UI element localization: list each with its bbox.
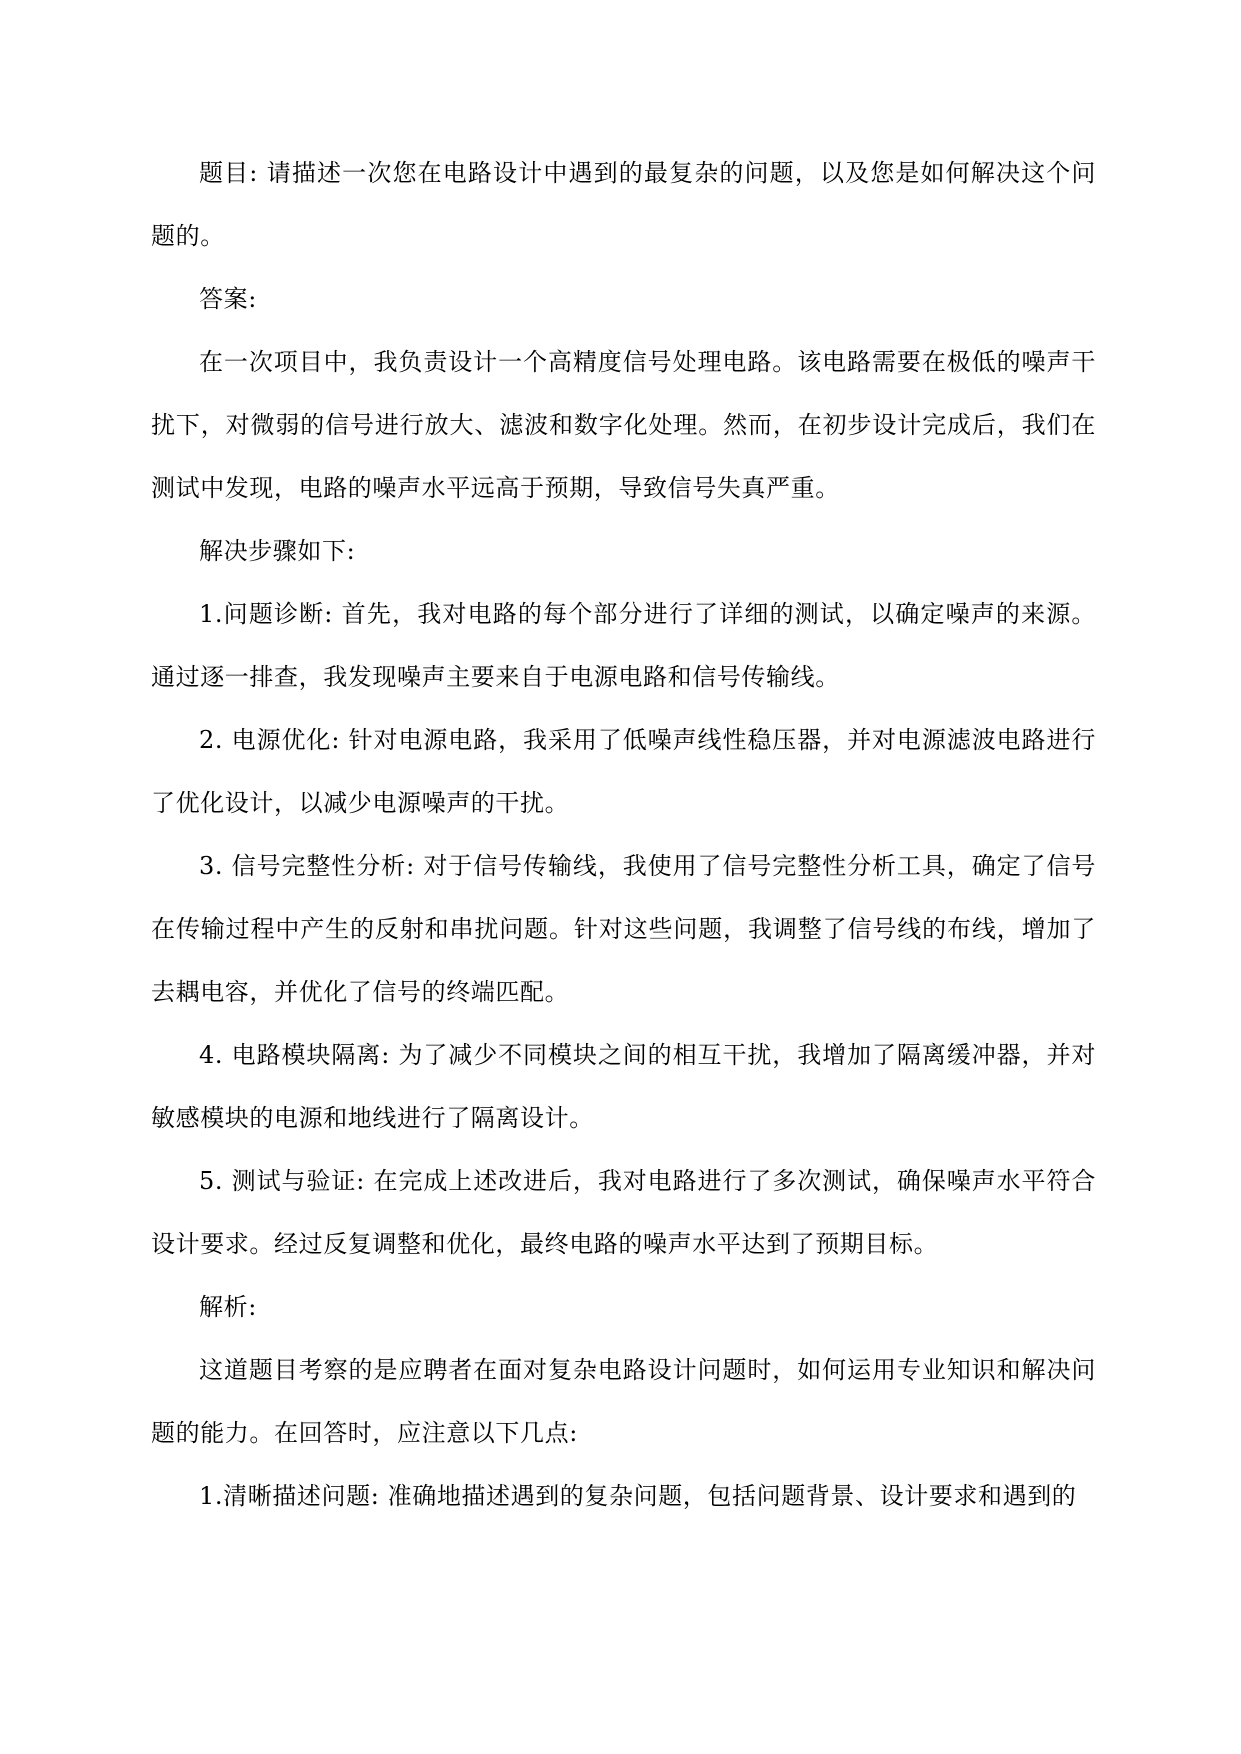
- step-2-paragraph: 2. 电源优化: 针对电源电路，我采用了低噪声线性稳压器，并对电源滤波电路进行了优化设计，以减少电源噪声的干扰。: [151, 726, 1096, 817]
- step-1-paragraph: 1.问题诊断: 首先，我对电路的每个部分进行了详细的测试，以确定噪声的来源。通过逐一排查，我发现噪声主要来自于电源电路和信号传输线。: [151, 600, 1096, 691]
- analysis-intro-paragraph: 这道题目考察的是应聘者在面对复杂电路设计问题时，如何运用专业知识和解决问题的能力。在回答时，应注意以下几点:: [151, 1356, 1096, 1447]
- step-3-paragraph: 3. 信号完整性分析: 对于信号传输线，我使用了信号完整性分析工具，确定了信号在传输过程中产生的反射和串扰问题。针对这些问题，我调整了信号线的布线，增加了去耦电容，并优化了信号的终端匹配。: [151, 852, 1096, 1006]
- analysis-point-1-paragraph: 1.清晰描述问题: 准确地描述遇到的复杂问题，包括问题背景、设计要求和遇到的: [199, 1482, 1077, 1510]
- question-paragraph: 题目: 请描述一次您在电路设计中遇到的最复杂的问题，以及您是如何解决这个问题的。: [151, 159, 1096, 250]
- document-body: [151, 142, 1096, 1528]
- steps-heading: 解决步骤如下:: [199, 537, 356, 565]
- step-4-paragraph: 4. 电路模块隔离: 为了减少不同模块之间的相互干扰，我增加了隔离缓冲器，并对敏感模块的电源和地线进行了隔离设计。: [151, 1041, 1096, 1132]
- analysis-heading: 解析:: [199, 1293, 257, 1321]
- answer-heading: 答案:: [199, 285, 257, 313]
- answer-intro-paragraph: 在一次项目中，我负责设计一个高精度信号处理电路。该电路需要在极低的噪声干扰下，对微弱的信号进行放大、滤波和数字化处理。然而，在初步设计完成后，我们在测试中发现，电路的噪声水平远高于预期，导致信号失真严重。: [151, 348, 1096, 502]
- step-5-paragraph: 5. 测试与验证: 在完成上述改进后，我对电路进行了多次测试，确保噪声水平符合设计要求。经过反复调整和优化，最终电路的噪声水平达到了预期目标。: [151, 1167, 1096, 1258]
